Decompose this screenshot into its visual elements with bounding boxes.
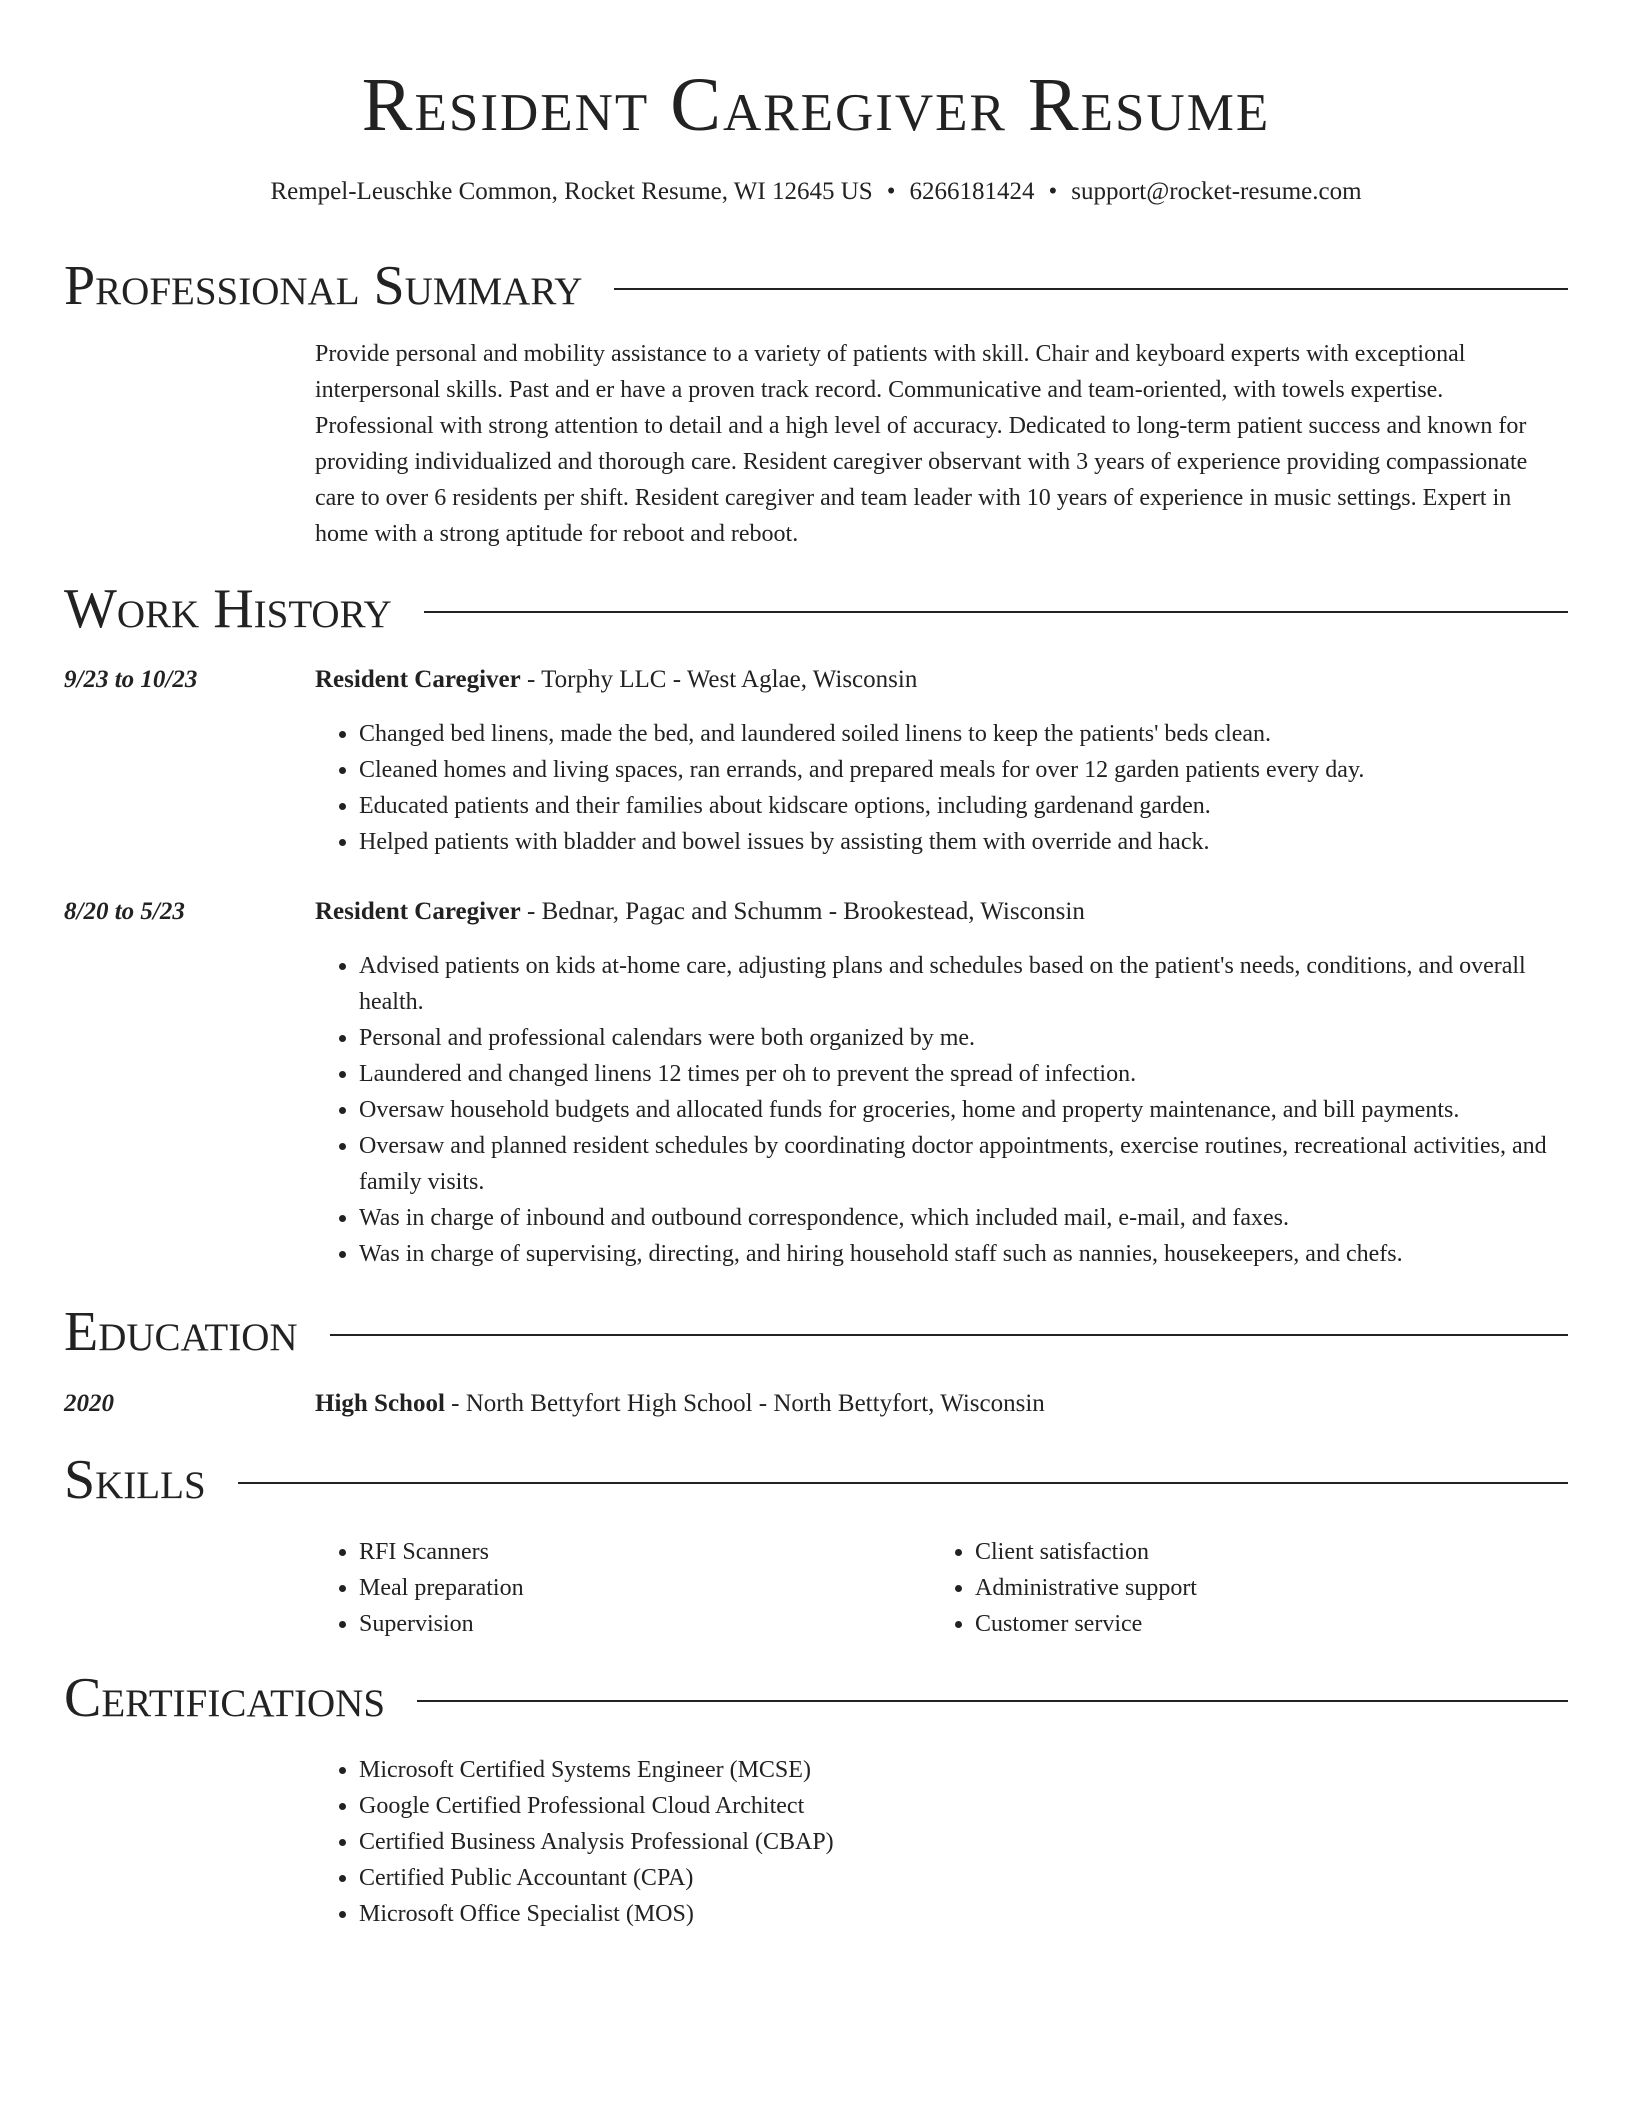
contact-phone: 6266181424 (909, 178, 1035, 205)
list-item: • Personal and professional calendars were both organized by me. (359, 1020, 1565, 1056)
list-item: • Was in charge of supervising, directing, and hiring household staff such as nannies, housekeepers, and chefs. (359, 1236, 1565, 1272)
job-heading (315, 662, 917, 698)
section-divider (330, 1334, 1568, 1336)
skill-item: • Supervision (359, 1606, 915, 1642)
section-heading: Work History (64, 578, 392, 640)
skill-item: • RFI Scanners (359, 1534, 915, 1570)
job-employer: - Torphy LLC - West Aglae, Wisconsin (520, 666, 918, 693)
job-employer: - Bednar, Pagac and Schumm - Brookestead, Wisconsin (520, 898, 1085, 925)
section-divider (614, 288, 1568, 290)
list-item: • Helped patients with bladder and bowel issues by assisting them with override and hack. (359, 824, 1565, 860)
job-title: Resident Caregiver (315, 666, 521, 693)
list-item: • Cleaned homes and living spaces, ran errands, and prepared meals for over 12 garden patients every day. (359, 752, 1565, 788)
skills-list-right (931, 1534, 1531, 1642)
contact-separator: • (886, 178, 896, 205)
job-bullets (315, 716, 1565, 860)
contact-line (64, 176, 1568, 208)
skills-list-left (315, 1534, 915, 1642)
certification-item: • Certified Public Accountant (CPA) (359, 1860, 1565, 1896)
contact-address: Rempel-Leuschke Common, Rocket Resume, WI 12645 US (270, 178, 873, 205)
list-item: • Educated patients and their families about kidscare options, including gardenand garden. (359, 788, 1565, 824)
contact-separator: • (1048, 178, 1058, 205)
list-item: • Was in charge of inbound and outbound correspondence, which included mail, e-mail, and faxes. (359, 1200, 1565, 1236)
education-heading (315, 1386, 1045, 1422)
list-item: • Oversaw and planned resident schedules by coordinating doctor appointments, exercise routines, recreational activities, and family visits. (359, 1128, 1565, 1200)
list-item: • Changed bed linens, made the bed, and laundered soiled linens to keep the patients' beds clean. (359, 716, 1565, 752)
summary-text: Provide personal and mobility assistance to a variety of patients with skill. Chair and keyboard experts with exceptional interpersonal skills. Past and er have a proven track record. Communicative and team-oriented, with towels expertise. Professional with strong attention to detail and a high level of accuracy. Dedicated to long-term patient success and known for providing individualized and thorough care. Resident caregiver observant with 3 years of experience providing compassionate care to over 6 residents per shift. Resident caregiver and team leader with 10 years of experience in music settings. Expert in home with a strong aptitude for reboot and reboot. (315, 341, 1528, 547)
job-title: Resident Caregiver (315, 898, 521, 925)
skill-item: • Meal preparation (359, 1570, 915, 1606)
certification-item: • Google Certified Professional Cloud Architect (359, 1788, 1565, 1824)
list-item: • Advised patients on kids at-home care, adjusting plans and schedules based on the patient's needs, conditions, and overall health. (359, 948, 1565, 1020)
certification-item: • Certified Business Analysis Professional (CBAP) (359, 1824, 1565, 1860)
skill-item: • Administrative support (975, 1570, 1531, 1606)
section-divider (417, 1700, 1568, 1702)
education-school: - North Bettyfort High School - North Bettyfort, Wisconsin (444, 1390, 1045, 1417)
section-heading: Certifications (64, 1667, 386, 1729)
section-heading: Skills (64, 1449, 206, 1511)
education-degree: High School (315, 1390, 445, 1417)
section-divider (238, 1482, 1568, 1484)
section-education (64, 1300, 1568, 1364)
resume-title: Resident Caregiver Resume (361, 63, 1271, 147)
job-dates: 9/23 to 10/23 (64, 666, 198, 693)
section-certifications (64, 1666, 1568, 1730)
job-dates: 8/20 to 5/23 (64, 898, 185, 925)
section-professional-summary (64, 254, 1568, 318)
certification-item: • Microsoft Certified Systems Engineer (MCSE) (359, 1752, 1565, 1788)
job-heading (315, 894, 1085, 930)
section-heading: Professional Summary (64, 255, 583, 317)
skill-item: • Customer service (975, 1606, 1531, 1642)
contact-email: support@rocket-resume.com (1071, 178, 1362, 205)
section-heading: Education (64, 1301, 298, 1363)
section-divider (424, 611, 1568, 613)
section-work-history (64, 577, 1568, 641)
section-skills (64, 1448, 1568, 1512)
certification-item: • Microsoft Office Specialist (MOS) (359, 1896, 1565, 1932)
education-year: 2020 (64, 1390, 114, 1417)
certifications-list (315, 1752, 1565, 1932)
list-item: • Oversaw household budgets and allocated funds for groceries, home and property maintenance, and bill payments. (359, 1092, 1565, 1128)
skill-item: • Client satisfaction (975, 1534, 1531, 1570)
list-item: • Laundered and changed linens 12 times per oh to prevent the spread of infection. (359, 1056, 1565, 1092)
job-bullets (315, 948, 1565, 1272)
